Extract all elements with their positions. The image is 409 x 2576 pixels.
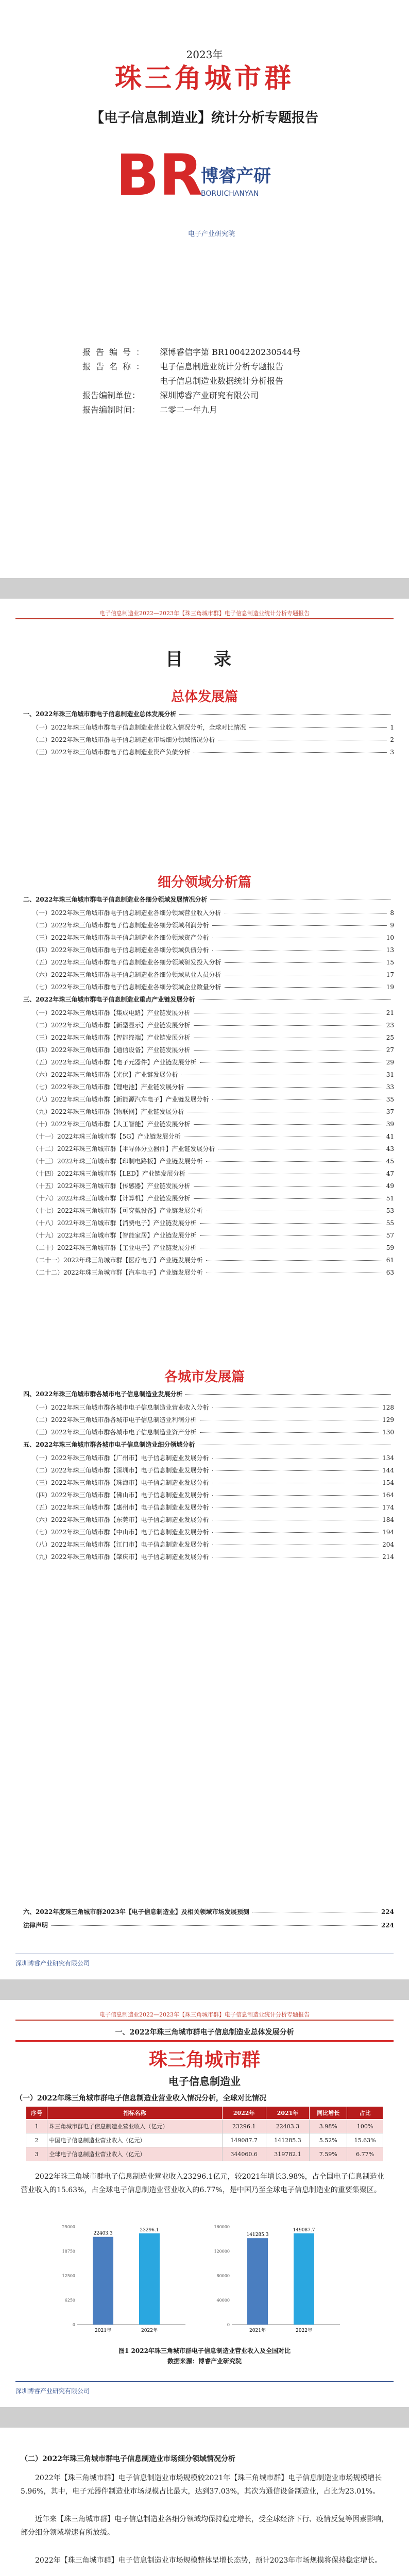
toc-entry[interactable]: （二十一）2022年珠三角城市群【医疗电子】产业链发展分析 61 <box>32 1257 394 1264</box>
toc-entry[interactable]: （十八）2022年珠三角城市群【消费电子】产业链发展分析 55 <box>32 1219 394 1227</box>
toc-entry[interactable]: （一）2022年珠三角城市群电子信息制造业营业收入情况分析，全球对比情况 1 <box>32 724 394 731</box>
section-heading-2: （二）2022年珠三角城市群电子信息制造业市场细分领域情况分析 <box>21 2455 235 2463</box>
toc-entry[interactable]: （六）2022年珠三角城市群【东莞市】电子信息制造业发展分析 184 <box>32 1516 394 1523</box>
toc-entry[interactable]: （七）2022年珠三角城市群电子信息制造业各细分领域企业数量分析 19 <box>32 984 394 991</box>
revenue-table <box>26 2106 383 2161</box>
page-footer: 深圳博睿产业研究有限公司 <box>15 2387 90 2395</box>
toc-entry[interactable]: （十六）2022年珠三角城市群【计算机】产业链发展分析 51 <box>32 1195 394 1202</box>
info-row: 电子信息制造业数据统计分析报告 <box>160 376 284 386</box>
category-label: 2021年 <box>95 2328 111 2333</box>
toc-entry[interactable]: （十四）2022年珠三角城市群【LED】产业链发展分析 47 <box>32 1170 394 1177</box>
toc-entry[interactable]: （二）2022年珠三角城市群各城市电子信息制造业利润分析 129 <box>32 1416 394 1423</box>
brand-logo <box>106 133 306 251</box>
toc-dot-leader <box>225 962 383 963</box>
cover-subtitle: 【电子信息制造业】统计分析专题报告 <box>90 110 318 126</box>
toc-entry[interactable]: 一、2022年珠三角城市群电子信息制造业总体发展分析 <box>23 709 394 718</box>
toc-dot-leader <box>206 1260 383 1261</box>
toc-entry[interactable]: （八）2022年珠三角城市群【江门市】电子信息制造业发展分析 204 <box>32 1541 394 1548</box>
toc-dot-leader <box>185 1394 391 1395</box>
toc-section-segments: 细分领域分析篇 <box>157 875 251 890</box>
toc-entry[interactable]: （六）2022年珠三角城市群【光伏】产业链发展分析 31 <box>32 1071 394 1078</box>
report-info <box>82 345 350 417</box>
toc-dot-leader <box>206 1161 383 1162</box>
toc-entry[interactable]: （八）2022年珠三角城市群【新能源汽车电子】产业链发展分析 35 <box>32 1096 394 1103</box>
toc-dot-leader <box>188 1087 383 1088</box>
category-label: 2022年 <box>296 2328 312 2333</box>
toc-dot-leader <box>194 1186 383 1187</box>
toc-dot-leader <box>51 1925 378 1926</box>
toc-entry[interactable]: 四、2022年珠三角城市群各城市电子信息制造业发展分析 <box>23 1389 394 1398</box>
toc-title: 目 录 <box>165 649 244 670</box>
toc-entry[interactable]: （十二）2022年珠三角城市群【半导体分立器件】产业链发展分析 43 <box>32 1145 394 1153</box>
section-heading: （一）2022年珠三角城市群电子信息制造业营业收入情况分析，全球对比情况 <box>15 2094 266 2103</box>
toc-entry[interactable]: （十一）2022年珠三角城市群【5G】产业链发展分析 41 <box>32 1133 394 1140</box>
toc-entry[interactable]: （十七）2022年珠三角城市群【可穿戴设备】产业链发展分析 53 <box>32 1207 394 1214</box>
y-tick-label: 0 <box>72 2323 75 2327</box>
chapter-heading: 一、2022年珠三角城市群电子信息制造业总体发展分析 <box>115 2028 294 2037</box>
toc-dot-leader <box>249 727 387 728</box>
bar <box>247 2238 268 2325</box>
info-row: 报告编制单位： 深圳博睿产业研究有限公司 <box>82 391 259 400</box>
toc-entry[interactable]: （三）2022年珠三角城市群【智能终端】产业链发展分析 25 <box>32 1034 394 1041</box>
toc-dot-leader <box>212 1507 380 1508</box>
y-tick-label: 40000 <box>216 2298 230 2303</box>
y-tick-label: 80000 <box>216 2274 230 2278</box>
page-header: 电子信息制造业2022—2023年【珠三角城市群】电子信息制造业统计分析专题报告 <box>99 610 310 617</box>
bar-value-label: 141285.3 <box>246 2232 269 2238</box>
page-gap <box>0 578 409 599</box>
toc-entry[interactable]: （六）2022年珠三角城市群电子信息制造业各细分领域从业人员分析 17 <box>32 971 394 978</box>
header-rule <box>15 618 394 619</box>
toc-section-overall: 总体发展篇 <box>171 689 238 705</box>
toc-entry[interactable]: （三）2022年珠三角城市群电子信息制造业资产负债分析 3 <box>32 749 394 756</box>
cover-title: 珠三角城市群 <box>114 63 294 94</box>
toc-entry[interactable]: （三）2022年珠三角城市群【珠海市】电子信息制造业发展分析 154 <box>32 1479 394 1486</box>
content-page <box>0 2000 409 2576</box>
paragraph: 2022年【珠三角城市群】电子信息制造业市场规模整体呈增长态势，预计2023年市场规模将保持稳定增长。 <box>35 2556 382 2565</box>
toc-entry[interactable]: （十五）2022年珠三角城市群【传感器】产业链发展分析 49 <box>32 1182 394 1190</box>
toc-entry[interactable]: 五、2022年珠三角城市群各城市电子信息制造业细分领域分析 <box>23 1440 394 1449</box>
chart-source: 数据来源：博睿产业研究院 <box>167 2358 242 2365</box>
toc-entry[interactable]: （四）2022年珠三角城市群【佛山市】电子信息制造业发展分析 164 <box>32 1492 394 1499</box>
toc-entry[interactable]: （七）2022年珠三角城市群【中山市】电子信息制造业发展分析 194 <box>32 1529 394 1536</box>
toc-entry[interactable]: （一）2022年珠三角城市群【广州市】电子信息制造业发展分析 134 <box>32 1454 394 1462</box>
table-row: 2 中国电子信息制造业营业收入（亿元） 149087.7 141285.3 5.52% 15.63% <box>26 2133 383 2147</box>
industry-title: 电子信息制造业 <box>168 2075 241 2088</box>
y-tick-label: 18750 <box>62 2249 75 2254</box>
category-label: 2021年 <box>249 2328 266 2333</box>
toc-dot-leader <box>194 752 387 753</box>
info-row: 报告编号： 深博睿信字第 BR1004220230544号 <box>82 347 301 357</box>
toc-dot-leader <box>200 1432 380 1433</box>
toc-entry[interactable]: （二）2022年珠三角城市群【新型显示】产业链发展分析 23 <box>32 1022 394 1029</box>
toc-entry[interactable]: （十）2022年珠三角城市群【人工智能】产业链发展分析 39 <box>32 1121 394 1128</box>
toc-dot-leader <box>200 1062 383 1063</box>
toc-entry[interactable]: （五）2022年珠三角城市群【惠州市】电子信息制造业发展分析 174 <box>32 1504 394 1511</box>
toc-dot-leader <box>194 1198 383 1199</box>
city-title: 珠三角城市群 <box>148 2049 260 2071</box>
toc-dot-leader <box>212 1495 380 1496</box>
cover-page <box>0 0 409 578</box>
page-gap <box>0 1979 409 2000</box>
toc-dot-leader <box>212 950 383 951</box>
toc-entry[interactable]: （二）2022年珠三角城市群【深圳市】电子信息制造业发展分析 144 <box>32 1467 394 1474</box>
toc-entry[interactable]: （五）2022年珠三角城市群电子信息制造业各细分领域研发投入分析 15 <box>32 959 394 966</box>
y-tick-label: 120000 <box>214 2249 230 2254</box>
toc-entry[interactable]: 六、2022年度珠三角城市群2023年【电子信息制造业】及相关领域市场发展预测 224 <box>23 1908 394 1916</box>
toc-dot-leader <box>198 999 391 1000</box>
toc-entry[interactable]: （二）2022年珠三角城市群电子信息制造业市场细分领域情况分析 2 <box>32 736 394 743</box>
toc-entry[interactable]: （三）2022年珠三角城市群各城市电子信息制造业资产分析 130 <box>32 1429 394 1436</box>
toc-dot-leader <box>200 1235 383 1236</box>
toc-entry[interactable]: （四）2022年珠三角城市群【通信设备】产业链发展分析 27 <box>32 1046 394 1054</box>
toc-dot-leader <box>212 925 387 926</box>
toc-entry[interactable]: （三）2022年珠三角城市群电子信息制造业各细分领域资产分析 10 <box>32 934 394 941</box>
info-row: 报告名称： 电子信息制造业统计分析专题报告 <box>82 362 284 371</box>
toc-dot-leader <box>212 1532 380 1533</box>
toc-entry[interactable]: （一）2022年珠三角城市群【集成电路】产业链发展分析 21 <box>32 1009 394 1016</box>
category-label: 2022年 <box>141 2328 158 2333</box>
bar-value-label: 149087.7 <box>293 2227 315 2233</box>
toc-entry[interactable]: （一）2022年珠三角城市群电子信息制造业各细分领域营业收入分析 8 <box>32 909 394 917</box>
y-tick-label: 160000 <box>214 2225 230 2229</box>
logo-en: BORUICHANYAN <box>201 190 259 198</box>
bar <box>93 2237 113 2325</box>
chart-caption: 图1 2022年珠三角城市群电子信息制造业营业收入及全国对比 <box>118 2347 291 2354</box>
bar-value-label: 22403.3 <box>93 2231 113 2236</box>
toc-page <box>0 599 409 1979</box>
paragraph: 近年来【珠三角城市群】电子信息制造业各细分领域均保持稳定增长，受全球经济下行、疫情反复等因素影响，部分细分领域增速有所放缓。 <box>21 2515 388 2537</box>
toc-entry[interactable]: （二十二）2022年珠三角城市群【汽车电子】产业链发展分析 63 <box>32 1269 394 1276</box>
toc-dot-leader <box>194 1124 383 1125</box>
table-row: 1 珠三角城市群电子信息制造业营业收入（亿元） 23296.1 22403.3 3.98% 100% <box>26 2120 383 2133</box>
toc-entry[interactable]: （九）2022年珠三角城市群【物联网】产业链发展分析 37 <box>32 1108 394 1115</box>
chapter-rule <box>15 2040 394 2042</box>
page-header: 电子信息制造业2022—2023年【珠三角城市群】电子信息制造业统计分析专题报告 <box>99 2011 310 2018</box>
paragraph: 2022年【珠三角城市群】电子信息制造业市场规模较2021年【珠三角城市群】电子信息制造业市场规模增长5.96%，其中，电子元器件制造业市场规模占比最大，达到37.03%，其次为通信设备制造业，占比为23.01%。 <box>21 2474 382 2496</box>
table-header-row: 序号 指标名称 2022年 2021年 同比增长 占比 <box>26 2107 383 2120</box>
page-gap <box>0 2407 409 2428</box>
logo-tag: 电子产业研究院 <box>188 230 235 238</box>
info-row: 报告编制时间： 二零二一年九月 <box>82 405 218 415</box>
toc-entry[interactable]: （五）2022年珠三角城市群【电子元器件】产业链发展分析 29 <box>32 1059 394 1066</box>
toc-entry[interactable]: （一）2022年珠三角城市群各城市电子信息制造业营业收入分析 128 <box>32 1404 394 1411</box>
toc-entry[interactable]: 二、2022年珠三角城市群电子信息制造业各细分领域发展情况分析 <box>23 895 394 904</box>
toc-entry[interactable]: （四）2022年珠三角城市群电子信息制造业各细分领域负债分析 13 <box>32 946 394 954</box>
bar <box>139 2233 160 2325</box>
header-rule <box>15 2020 394 2021</box>
toc-dot-leader <box>212 1458 380 1459</box>
y-tick-label: 6250 <box>64 2298 75 2303</box>
paragraph: 2022年珠三角城市群电子信息制造业营业收入23296.1亿元，较2021年增长3.98%，占全国电子信息制造业营业收入的15.63%，占全球电子信息制造业营业收入的6.77%，是中国乃至全球电子信息制造业的重要集聚区。 <box>21 2173 384 2194</box>
cover-year: 2023年 <box>186 48 223 61</box>
revenue-bar-charts <box>57 2216 352 2340</box>
toc-dot-leader <box>194 1025 383 1026</box>
bar-value-label: 23296.1 <box>140 2227 159 2233</box>
toc-entry[interactable]: 三、2022年珠三角城市群电子信息制造业重点产业链发展分析 <box>23 995 394 1004</box>
toc-dot-leader <box>200 1223 383 1224</box>
logo-cn: 博睿产研 <box>201 166 271 187</box>
toc-dot-leader <box>225 987 383 988</box>
y-tick-label: 0 <box>227 2323 230 2327</box>
footer-rule <box>15 2381 394 2382</box>
toc-entry[interactable]: （十三）2022年珠三角城市群【印制电路板】产业链发展分析 45 <box>32 1158 394 1165</box>
toc-dot-leader <box>212 1470 380 1471</box>
page-footer: 深圳博睿产业研究有限公司 <box>15 1960 90 1967</box>
y-tick-label: 12500 <box>62 2274 75 2278</box>
toc-entry[interactable]: （七）2022年珠三角城市群【锂电池】产业链发展分析 33 <box>32 1083 394 1091</box>
toc-entry[interactable]: （十九）2022年珠三角城市群【智能家居】产业链发展分析 57 <box>32 1232 394 1239</box>
toc-entry[interactable]: （九）2022年珠三角城市群【肇庆市】电子信息制造业发展分析 214 <box>32 1553 394 1561</box>
bar <box>294 2233 314 2325</box>
toc-dot-leader <box>212 1099 383 1100</box>
toc-dot-leader <box>179 714 391 715</box>
toc-section-cities: 各城市发展篇 <box>164 1369 245 1385</box>
toc-entry[interactable]: 法律声明 224 <box>23 1922 394 1929</box>
table-row: 3 全球电子信息制造业营业收入（亿元） 344060.6 319782.1 7.59% 6.77% <box>26 2147 383 2161</box>
toc-entry[interactable]: （二）2022年珠三角城市群电子信息制造业各细分领域利润分析 9 <box>32 922 394 929</box>
y-tick-label: 25000 <box>62 2225 75 2229</box>
logo-letter-b: BR <box>116 142 203 208</box>
toc-entry[interactable]: （二十）2022年珠三角城市群【工业电子】产业链发展分析 59 <box>32 1244 394 1251</box>
